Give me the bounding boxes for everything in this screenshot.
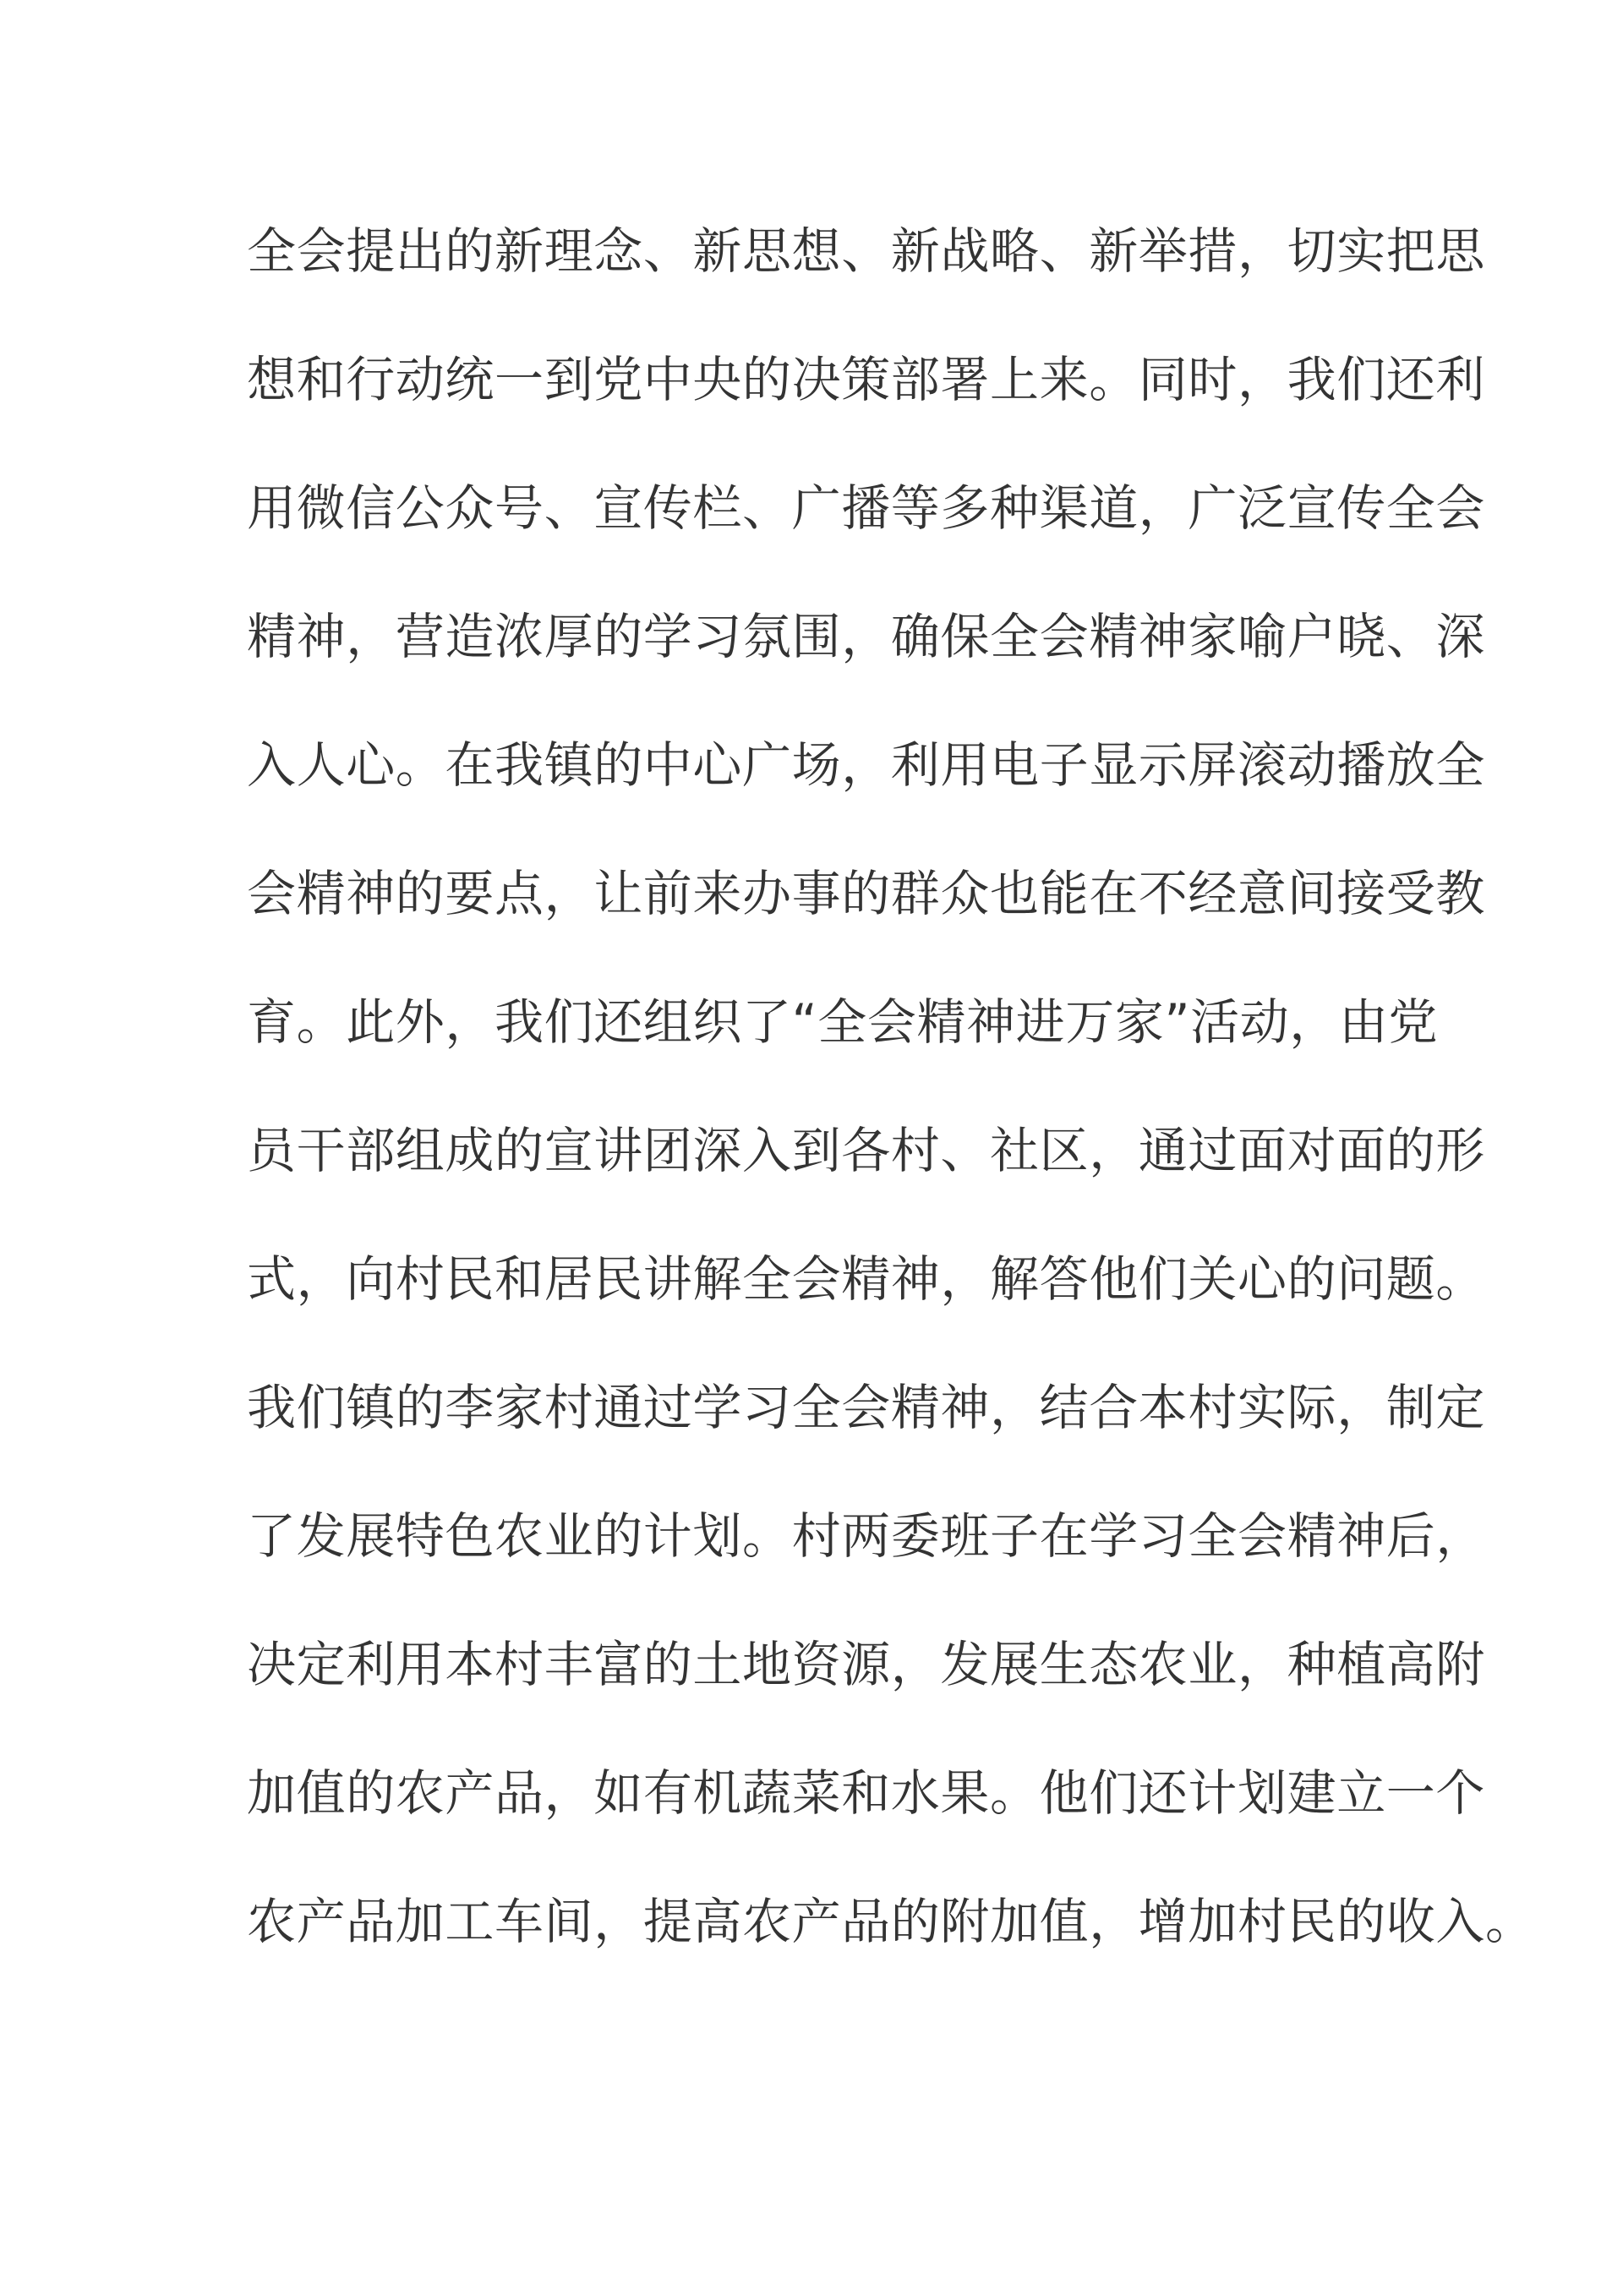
text-line: 想和行动统一到党中央的决策部署上来。同时，我们还利 xyxy=(247,351,1486,408)
text-line: 我们镇的李家村通过学习全会精神，结合本村实际，制定 xyxy=(247,1379,1486,1436)
text-line: 精神，营造浓厚的学习氛围，确保全会精神家喻户晓、深 xyxy=(247,608,1486,665)
text-line: 决定利用本村丰富的土地资源，发展生态农业，种植高附 xyxy=(247,1636,1486,1693)
text-line: 式，向村民和居民讲解全会精神，解答他们关心的问题。 xyxy=(247,1250,1486,1308)
body-text xyxy=(247,222,1535,2025)
text-line: 了发展特色农业的计划。村两委班子在学习全会精神后， xyxy=(247,1507,1486,1565)
text-line: 全会提出的新理念、新思想、新战略、新举措，切实把思 xyxy=(247,222,1486,280)
text-line: 农产品加工车间，提高农产品的附加值，增加村民的收入。 xyxy=(247,1893,1535,1950)
text-line: 员干部组成的宣讲团深入到各村、社区，通过面对面的形 xyxy=(247,1122,1486,1179)
text-line: 入人心。在我镇的中心广场，利用电子显示屏滚动播放全 xyxy=(247,736,1486,794)
text-line: 育。此外，我们还组织了“全会精神进万家”活动，由党 xyxy=(247,993,1439,1051)
text-line: 加值的农产品，如有机蔬菜和水果。他们还计划建立一个 xyxy=(247,1764,1486,1822)
text-line: 会精神的要点，让前来办事的群众也能在不经意间接受教 xyxy=(247,865,1486,922)
text-line: 用微信公众号、宣传栏、广播等多种渠道，广泛宣传全会 xyxy=(247,479,1486,537)
